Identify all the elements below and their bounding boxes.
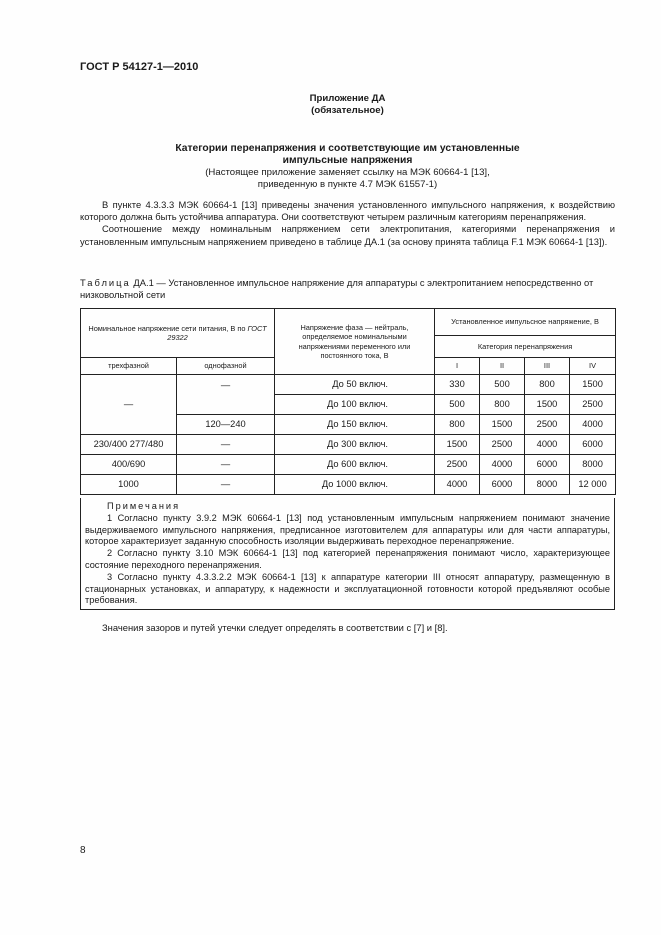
paragraph-2: Соотношение между номинальным напряжением сети электропитания, категориями перенапряжения и установленным импульсным напряжением приведено в таблице ДА.1 (за основу принята таблица F.1 МЭК 60664-1 [13]).	[80, 223, 615, 247]
body-text	[80, 199, 615, 248]
table-caption	[80, 277, 615, 301]
header-category-iv: IV	[570, 358, 616, 375]
cell-three-phase: 230/400 277/480	[81, 435, 177, 455]
cell-single-phase: —	[177, 435, 275, 455]
cell-single-phase: —	[177, 455, 275, 475]
cell-value: 6000	[480, 475, 525, 495]
cell-value: 6000	[570, 435, 616, 455]
cell-phase: До 300 включ.	[275, 435, 435, 455]
cell-value: 6000	[525, 455, 570, 475]
impulse-voltage-table	[80, 308, 616, 495]
header-category-ii: II	[480, 358, 525, 375]
cell-value: 4000	[480, 455, 525, 475]
cell-phase: До 100 включ.	[275, 395, 435, 415]
document-code: ГОСТ Р 54127-1—2010	[80, 61, 199, 73]
note-3: 3 Согласно пункту 4.3.3.2.2 МЭК 60664-1 [13] к аппаратуре категории III относят аппаратуру, размещенную в стационарных установках, и аппаратуру, к надежности и эксплуатационной готовности которой предъявляют особые требования.	[85, 571, 610, 606]
table-row	[81, 475, 616, 495]
table-row	[81, 375, 616, 395]
page-number: 8	[80, 845, 86, 856]
cell-value: 2500	[570, 395, 616, 415]
cell-value: 1500	[435, 435, 480, 455]
cell-value: 500	[435, 395, 480, 415]
cell-value: 2500	[480, 435, 525, 455]
note-2: 2 Согласно пункту 3.10 МЭК 60664-1 [13] под категорией перенапряжения понимают число, характеризующее состояние переходного перенапряжения.	[85, 548, 610, 570]
cell-value: 800	[435, 415, 480, 435]
header-single-phase: однофазной	[177, 358, 275, 375]
cell-value: 800	[525, 375, 570, 395]
header-overvoltage-category: Категория перенапряжения	[435, 336, 616, 358]
notes-title: Примечания	[107, 501, 181, 511]
appendix-status: (обязательное)	[311, 105, 384, 116]
table-notes	[80, 498, 615, 610]
paragraph-1: В пункте 4.3.3.3 МЭК 60664-1 [13] приведены значения установленного импульсного напряжения, к воздействию которого должна быть устойчива аппаратура. Они соответствуют четырем различным категориям перенапряжения.	[80, 199, 615, 223]
header-three-phase: трехфазной	[81, 358, 177, 375]
cell-value: 4000	[570, 415, 616, 435]
closing-paragraph: Значения зазоров и путей утечки следует определять в соответствии с [7] и [8].	[102, 622, 448, 633]
table-caption-text: ДА.1 — Установленное импульсное напряжение для аппаратуры с электропитанием непосредственно от низковольтной сети	[80, 277, 594, 300]
cell-three-phase: 400/690	[81, 455, 177, 475]
cell-value: 4000	[525, 435, 570, 455]
cell-three-phase: —	[81, 375, 177, 435]
cell-phase: До 1000 включ.	[275, 475, 435, 495]
cell-value: 8000	[525, 475, 570, 495]
heading-sub-2: приведенную в пункте 4.7 МЭК 61557-1)	[257, 179, 438, 190]
cell-value: 8000	[570, 455, 616, 475]
cell-single-phase: —	[177, 475, 275, 495]
header-category-i: I	[435, 358, 480, 375]
header-category-iii: III	[525, 358, 570, 375]
header-impulse-voltage: Установленное импульсное напряжение, В	[435, 309, 616, 336]
cell-value: 330	[435, 375, 480, 395]
cell-value: 2500	[435, 455, 480, 475]
header-phase-neutral: Напряжение фаза — нейтраль, определяемое номинальными напряжениями переменного или постоянного тока, В	[275, 309, 435, 375]
appendix-title: Приложение ДА	[309, 93, 386, 104]
cell-value: 500	[480, 375, 525, 395]
cell-value: 1500	[525, 395, 570, 415]
cell-single-phase: 120—240	[177, 415, 275, 435]
cell-phase: До 600 включ.	[275, 455, 435, 475]
header-nominal-voltage: Номинальное напряжение сети питания, В по ГОСТ 29322	[81, 309, 275, 358]
cell-phase: До 150 включ.	[275, 415, 435, 435]
table-row	[81, 455, 616, 475]
cell-value: 4000	[435, 475, 480, 495]
heading-line-1: Категории перенапряжения и соответствующие им установленные	[175, 143, 520, 154]
cell-single-phase: —	[177, 375, 275, 415]
cell-value: 1500	[570, 375, 616, 395]
table-caption-label: Таблица	[80, 277, 131, 288]
heading-line-2: импульсные напряжения	[282, 155, 413, 166]
cell-value: 12 000	[570, 475, 616, 495]
heading-sub-1: (Настоящее приложение заменяет ссылку на МЭК 60664-1 [13],	[205, 167, 490, 178]
cell-phase: До 50 включ.	[275, 375, 435, 395]
cell-value: 1500	[480, 415, 525, 435]
closing-text	[80, 622, 615, 634]
note-1: 1 Согласно пункту 3.9.2 МЭК 60664-1 [13] под установленным импульсным напряжением понимают значение выдерживаемого импульсного напряжения, предписанное изготовителем для аппаратуры или для части аппаратуры, которое характеризует заданную способность изоляции выдерживать переходное перенапряжение.	[85, 512, 610, 547]
table-row	[81, 435, 616, 455]
cell-value: 800	[480, 395, 525, 415]
cell-value: 2500	[525, 415, 570, 435]
cell-three-phase: 1000	[81, 475, 177, 495]
